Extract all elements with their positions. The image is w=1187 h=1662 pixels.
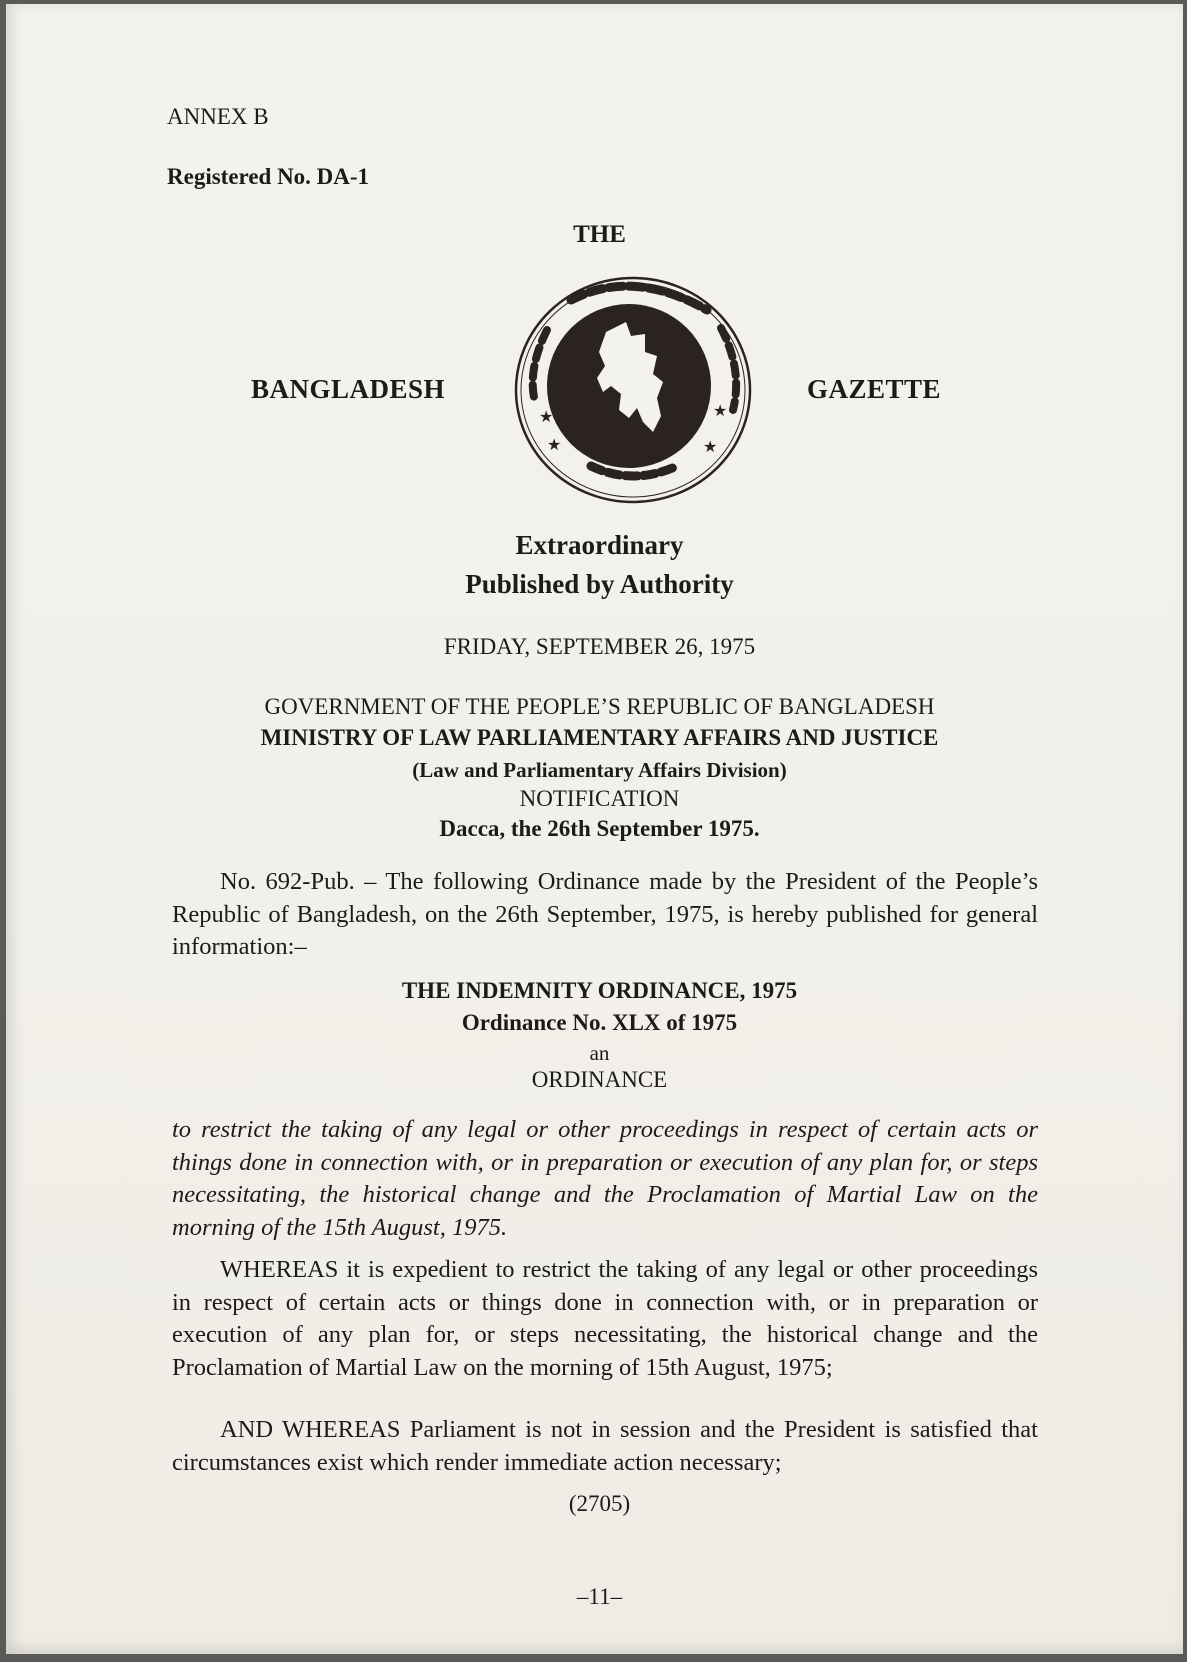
svg-text:★: ★ bbox=[713, 401, 728, 420]
masthead-the: THE bbox=[573, 221, 626, 248]
svg-text:★: ★ bbox=[703, 437, 718, 456]
preamble-paragraph: to restrict the taking of any legal or other proceedings in respect of certain acts or things done in connection with, or in preparation or execution of any plan for, or steps necessitating, the historical change and the Proclamation of Martial Law on the morning of the 15th August, 1975. bbox=[172, 1116, 1038, 1241]
government-heading: GOVERNMENT OF THE PEOPLE’S REPUBLIC OF BANGLADESH bbox=[264, 694, 935, 719]
issue-date: FRIDAY, SEPTEMBER 26, 1975 bbox=[443, 634, 756, 659]
annex-label: ANNEX B bbox=[167, 104, 269, 129]
ordinance-title: THE INDEMNITY ORDINANCE, 1975 bbox=[401, 978, 798, 1003]
gazette-page bbox=[6, 4, 1183, 1654]
whereas-paragraph-2: AND WHEREAS Parliament is not in session and the President is satisfied that circumstances exist which render immediate action necessary; bbox=[172, 1416, 1038, 1476]
page-footer-number: –11– bbox=[576, 1584, 623, 1609]
svg-text:★: ★ bbox=[539, 407, 554, 426]
edition-extraordinary: Extraordinary bbox=[515, 530, 684, 560]
ordinance-word: ORDINANCE bbox=[531, 1067, 668, 1092]
place-date-line: Dacca, the 26th September 1975. bbox=[439, 816, 760, 841]
ministry-heading: MINISTRY OF LAW PARLIAMENTARY AFFAIRS AND JUSTICE bbox=[260, 725, 939, 750]
government-seal-icon bbox=[511, 270, 756, 515]
registered-number: Registered No. DA-1 bbox=[167, 164, 370, 189]
masthead-bangladesh: BANGLADESH bbox=[251, 374, 446, 404]
svg-text:★: ★ bbox=[547, 435, 562, 454]
intro-paragraph: No. 692-Pub. – The following Ordinance made by the President of the People’s Republic of Bangladesh, on the 26th September, 1975, is hereby published for general information:– bbox=[172, 868, 1038, 960]
gazette-page-number: (2705) bbox=[568, 1491, 631, 1516]
published-by-authority: Published by Authority bbox=[465, 569, 734, 599]
notification-heading: NOTIFICATION bbox=[519, 786, 680, 811]
division-heading: (Law and Parliamentary Affairs Division) bbox=[412, 758, 787, 782]
ordinance-an: an bbox=[589, 1041, 610, 1065]
whereas-paragraph-1: WHEREAS it is expedient to restrict the taking of any legal or other proceedings in respect of certain acts or things done in connection with, or in preparation or execution of any plan for, or steps necessitating, the historical change and the Proclamation of Martial Law on the morning of 15th August, 1975; bbox=[172, 1256, 1038, 1381]
masthead-gazette: GAZETTE bbox=[807, 374, 942, 404]
ordinance-number: Ordinance No. XLX of 1975 bbox=[461, 1010, 738, 1035]
